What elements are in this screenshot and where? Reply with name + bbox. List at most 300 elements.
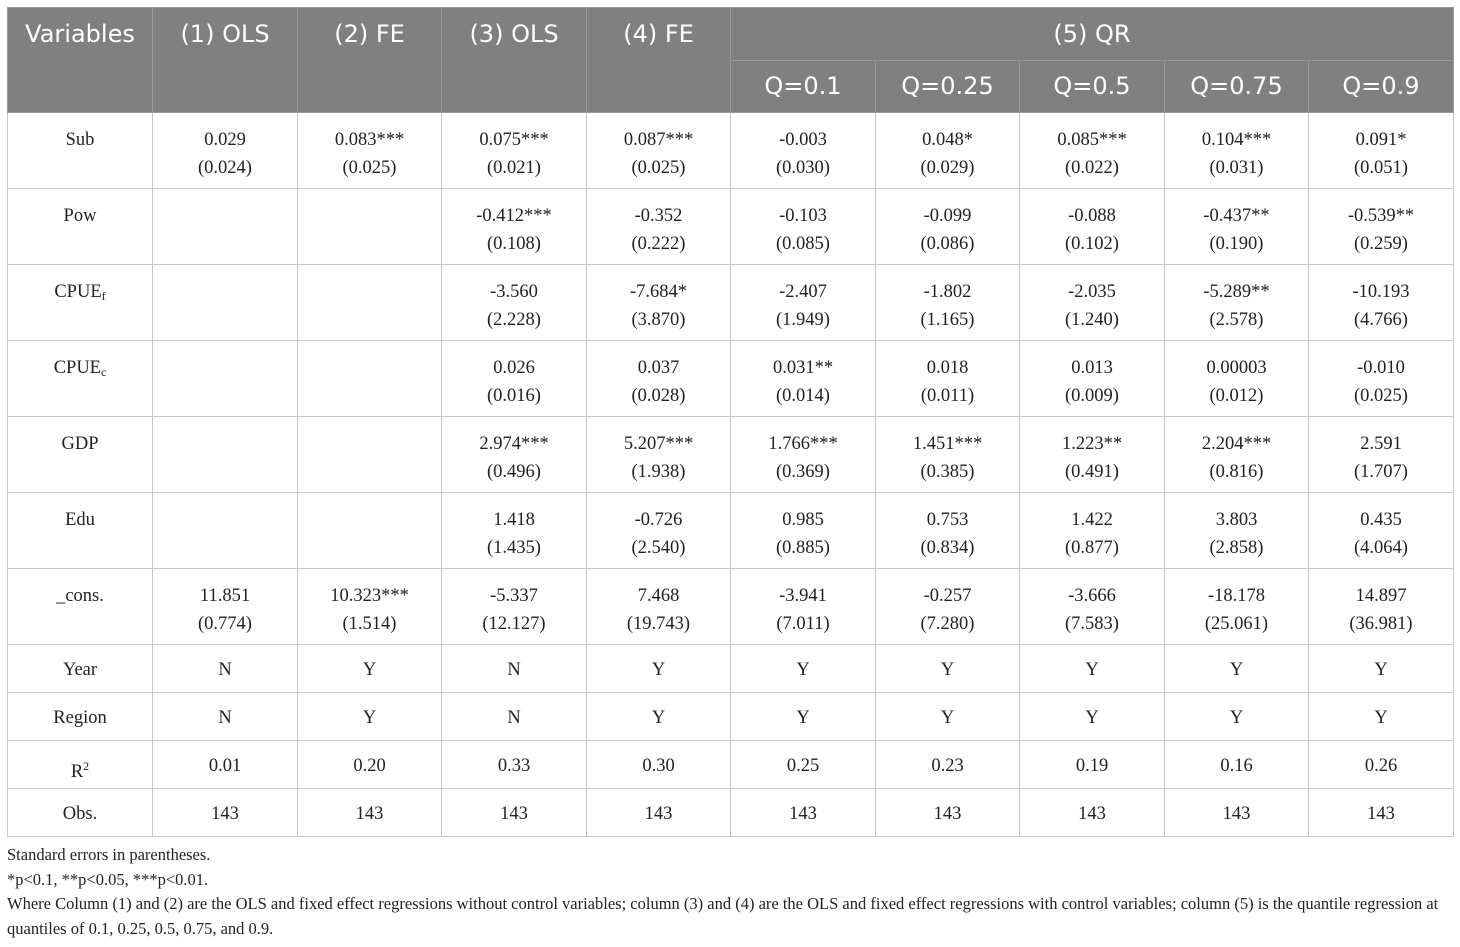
coefficient: 11.851 xyxy=(199,586,251,606)
coefficient-content xyxy=(876,569,1019,638)
coefficient-content xyxy=(1165,265,1308,334)
cell-value: Y xyxy=(1085,708,1099,728)
standard-error: (25.061) xyxy=(1204,614,1269,634)
coefficient: 10.323*** xyxy=(330,586,409,606)
variable-label xyxy=(8,341,152,386)
regression-table xyxy=(7,7,1454,837)
cell-value: 143 xyxy=(355,804,384,824)
variable-cell xyxy=(8,113,153,189)
standard-error: (0.222) xyxy=(631,234,686,254)
cell-value: 0.20 xyxy=(353,756,386,776)
coefficient: -3.941 xyxy=(779,586,827,606)
coefficient-cell xyxy=(1309,341,1454,417)
coefficient: 0.00003 xyxy=(1206,358,1267,378)
variable-label xyxy=(8,189,152,230)
standard-error: (7.011) xyxy=(776,614,830,634)
coefficient-content xyxy=(1165,113,1308,182)
coefficient-content xyxy=(1165,341,1308,410)
cell-value: Y xyxy=(940,708,955,728)
coefficient: 1.422 xyxy=(1071,510,1113,530)
standard-error: (1.707) xyxy=(1354,462,1408,482)
standard-error: (12.127) xyxy=(482,614,546,634)
coefficient-cell xyxy=(442,341,587,417)
variable-cell xyxy=(8,741,153,789)
coefficient: -0.010 xyxy=(1357,358,1405,378)
coefficient-content xyxy=(442,569,586,638)
coefficient-content xyxy=(587,265,730,334)
value-cell xyxy=(442,741,587,789)
value-cell xyxy=(1020,789,1165,837)
header-col4: (4) FE xyxy=(587,8,731,113)
standard-error: (0.108) xyxy=(487,234,541,254)
value-cell xyxy=(876,693,1020,741)
coefficient-cell xyxy=(1309,265,1454,341)
standard-error: (0.014) xyxy=(776,386,830,406)
cell-value: N xyxy=(218,660,232,680)
value-cell xyxy=(153,741,298,789)
note-significance: *p<0.1, **p<0.05, ***p<0.01. xyxy=(7,869,209,889)
standard-error: (2.858) xyxy=(1209,538,1264,558)
coefficient-cell xyxy=(876,493,1020,569)
coefficient: 1.418 xyxy=(493,510,535,530)
variable-label xyxy=(8,645,152,684)
variable-cell xyxy=(8,493,153,569)
coefficient-cell xyxy=(153,113,298,189)
coefficient: 1.766*** xyxy=(768,434,838,454)
coefficient: 0.083*** xyxy=(334,130,405,150)
standard-error: (4.766) xyxy=(1354,310,1408,330)
coefficient: -5.337 xyxy=(490,586,538,606)
cell-value: 143 xyxy=(1078,804,1106,824)
cell-value: Y xyxy=(1374,708,1388,728)
coefficient-content xyxy=(876,493,1019,562)
cell-value: 143 xyxy=(1367,804,1395,824)
variable-name: R xyxy=(70,762,84,782)
coefficient-content xyxy=(1020,417,1164,486)
coefficient: 0.037 xyxy=(637,358,680,378)
coefficient-cell xyxy=(153,417,298,493)
coefficient: 0.031** xyxy=(772,358,834,378)
variable-label xyxy=(8,417,152,458)
coefficient: 2.974*** xyxy=(479,434,549,454)
coefficient-cell xyxy=(876,189,1020,265)
value-cell xyxy=(1020,693,1165,741)
standard-error: (0.385) xyxy=(920,462,975,482)
value-cell xyxy=(587,645,731,693)
coefficient-cell xyxy=(153,341,298,417)
value-cell xyxy=(731,693,876,741)
standard-error: (0.012) xyxy=(1209,386,1264,406)
note-standard-errors: Standard errors in parentheses. xyxy=(7,845,211,864)
cell-value: N xyxy=(507,660,521,680)
cell-value: 143 xyxy=(1222,804,1251,824)
standard-error: (0.051) xyxy=(1354,158,1408,178)
standard-error: (1.240) xyxy=(1065,310,1119,330)
coefficient-cell xyxy=(442,265,587,341)
coefficient-cell xyxy=(1020,493,1165,569)
value-cell xyxy=(876,741,1020,789)
coefficient-content xyxy=(1309,113,1453,182)
value-cell xyxy=(587,693,731,741)
cell-value: Y xyxy=(1374,660,1388,680)
coefficient-cell xyxy=(731,493,876,569)
coefficient-cell xyxy=(442,493,587,569)
coefficient-content xyxy=(153,341,297,354)
coefficient: -18.178 xyxy=(1207,586,1266,606)
coefficient-content xyxy=(298,113,441,182)
coefficient: -0.437** xyxy=(1203,206,1270,226)
standard-error: (1.514) xyxy=(342,614,397,634)
value-cell xyxy=(1309,645,1454,693)
coefficient: -5.289** xyxy=(1203,282,1270,302)
coefficient-content xyxy=(1309,417,1453,486)
variable-cell xyxy=(8,693,153,741)
cell-value: Y xyxy=(362,708,377,728)
standard-error: (0.025) xyxy=(342,158,397,178)
coefficient-cell xyxy=(1020,265,1165,341)
table-row xyxy=(8,789,1454,837)
coefficient: -0.257 xyxy=(923,586,972,606)
coefficient-cell xyxy=(731,189,876,265)
standard-error: (3.870) xyxy=(631,310,686,330)
coefficient-cell xyxy=(1020,569,1165,645)
coefficient-cell xyxy=(1165,569,1309,645)
standard-error: (19.743) xyxy=(626,614,691,634)
coefficient-content xyxy=(587,569,730,638)
coefficient-content xyxy=(1020,189,1164,258)
coefficient-content xyxy=(731,569,875,638)
coefficient-cell xyxy=(298,569,442,645)
coefficient-cell xyxy=(587,189,731,265)
coefficient-content xyxy=(1020,265,1164,334)
coefficient-cell xyxy=(1165,113,1309,189)
variable-name: Pow xyxy=(63,206,97,226)
variable-label xyxy=(8,741,152,786)
coefficient-content xyxy=(298,417,441,430)
header-variables: Variables xyxy=(8,8,153,113)
value-cell xyxy=(298,645,442,693)
coefficient-cell xyxy=(587,265,731,341)
header-quantile: Q=0.75 xyxy=(1165,61,1309,113)
cell-value: N xyxy=(218,708,232,728)
coefficient-cell xyxy=(442,189,587,265)
coefficient: 3.803 xyxy=(1215,510,1258,530)
coefficient-cell xyxy=(298,189,442,265)
coefficient-content xyxy=(442,417,586,486)
coefficient-content xyxy=(587,493,730,562)
cell-value: 0.16 xyxy=(1220,756,1253,776)
coefficient-content xyxy=(876,189,1019,258)
variable-cell xyxy=(8,645,153,693)
coefficient: -3.666 xyxy=(1068,586,1116,606)
coefficient-content xyxy=(1165,417,1308,486)
variable-cell xyxy=(8,789,153,837)
header-quantile: Q=0.5 xyxy=(1020,61,1165,113)
coefficient-cell xyxy=(731,341,876,417)
table-row xyxy=(8,265,1454,341)
cell-value: N xyxy=(507,708,521,728)
coefficient: 0.048* xyxy=(922,130,973,150)
standard-error: (0.369) xyxy=(776,462,830,482)
coefficient-content xyxy=(1309,341,1453,410)
header-col2: (2) FE xyxy=(298,8,442,113)
coefficient: -0.726 xyxy=(634,510,683,530)
variable-superscript: 2 xyxy=(83,759,90,773)
coefficient: -1.802 xyxy=(923,282,972,302)
header-quantile: Q=0.25 xyxy=(876,61,1020,113)
table-row xyxy=(8,113,1454,189)
coefficient: 0.013 xyxy=(1071,358,1113,378)
coefficient: 2.591 xyxy=(1360,434,1402,454)
header-col1: (1) OLS xyxy=(153,8,298,113)
table-body xyxy=(8,113,1454,837)
coefficient-content xyxy=(1020,113,1164,182)
coefficient-cell xyxy=(587,569,731,645)
coefficient-content xyxy=(587,341,730,410)
standard-error: (0.834) xyxy=(920,538,975,558)
note-columns: Where Column (1) and (2) are the OLS and fixed effect regressions without control variables; column (3) and (4) are the OLS and fixed effect regressions with control variables; column (5) is the quantile regression at quantiles of 0.1, 0.25, 0.5, 0.75, and 0.9. xyxy=(7,894,1439,938)
coefficient-cell xyxy=(442,417,587,493)
coefficient-cell xyxy=(153,265,298,341)
coefficient-cell xyxy=(1020,417,1165,493)
cell-value: 143 xyxy=(644,804,673,824)
cell-value: 0.23 xyxy=(931,756,964,776)
coefficient: 0.091* xyxy=(1355,130,1407,150)
coefficient: 0.029 xyxy=(204,130,246,150)
coefficient: -10.193 xyxy=(1352,282,1410,302)
coefficient: -0.099 xyxy=(923,206,972,226)
value-cell xyxy=(1165,789,1309,837)
coefficient-content xyxy=(298,493,441,506)
header-col3: (3) OLS xyxy=(442,8,587,113)
header-quantile: Q=0.1 xyxy=(731,61,876,113)
coefficient-content xyxy=(298,189,441,202)
value-cell xyxy=(587,789,731,837)
coefficient-cell xyxy=(1165,493,1309,569)
coefficient-content xyxy=(731,265,875,334)
coefficient-cell xyxy=(1309,493,1454,569)
coefficient-cell xyxy=(298,417,442,493)
standard-error: (0.085) xyxy=(776,234,830,254)
table-row xyxy=(8,493,1454,569)
coefficient: 0.435 xyxy=(1360,510,1402,530)
variable-name: GDP xyxy=(61,434,99,454)
coefficient: -7.684* xyxy=(629,282,688,302)
coefficient-content xyxy=(1309,265,1453,334)
coefficient-content xyxy=(153,113,297,182)
coefficient-cell xyxy=(153,493,298,569)
standard-error: (1.938) xyxy=(631,462,686,482)
cell-value: 0.01 xyxy=(208,756,242,776)
cell-value: Y xyxy=(651,708,666,728)
coefficient-cell xyxy=(731,569,876,645)
value-cell xyxy=(298,789,442,837)
variable-label xyxy=(8,493,152,534)
standard-error: (1.949) xyxy=(776,310,830,330)
cell-value: Y xyxy=(796,708,810,728)
coefficient-cell xyxy=(153,569,298,645)
variable-name: CPUE xyxy=(53,358,101,378)
coefficient-content xyxy=(587,113,730,182)
standard-error: (0.877) xyxy=(1065,538,1119,558)
coefficient-content xyxy=(153,569,297,638)
coefficient: 1.223** xyxy=(1061,434,1123,454)
table-row xyxy=(8,341,1454,417)
standard-error: (0.029) xyxy=(920,158,975,178)
coefficient-content xyxy=(442,341,586,410)
coefficient-content xyxy=(153,417,297,430)
cell-value: 0.30 xyxy=(642,756,675,776)
value-cell xyxy=(1020,741,1165,789)
coefficient-content xyxy=(731,341,875,410)
standard-error: (0.028) xyxy=(631,386,686,406)
variable-label xyxy=(8,693,152,732)
coefficient-cell xyxy=(1165,341,1309,417)
value-cell xyxy=(876,645,1020,693)
coefficient-cell xyxy=(1020,189,1165,265)
cell-value: 143 xyxy=(500,804,528,824)
coefficient-cell xyxy=(1309,417,1454,493)
table-row xyxy=(8,741,1454,789)
coefficient-content xyxy=(442,265,586,334)
value-cell xyxy=(153,693,298,741)
coefficient-cell xyxy=(876,417,1020,493)
coefficient: 0.087*** xyxy=(623,130,694,150)
coefficient-cell xyxy=(1020,341,1165,417)
standard-error: (0.021) xyxy=(487,158,541,178)
cell-value: 143 xyxy=(933,804,962,824)
coefficient: -0.088 xyxy=(1068,206,1116,226)
coefficient-content xyxy=(587,189,730,258)
coefficient-content xyxy=(731,417,875,486)
cell-value: Y xyxy=(1229,708,1244,728)
value-cell xyxy=(442,645,587,693)
cell-value: 143 xyxy=(211,804,239,824)
coefficient-content xyxy=(1020,341,1164,410)
coefficient: -0.412*** xyxy=(476,206,552,226)
coefficient-cell xyxy=(153,189,298,265)
coefficient-cell xyxy=(1165,189,1309,265)
standard-error: (0.885) xyxy=(776,538,830,558)
value-cell xyxy=(731,645,876,693)
coefficient: -0.539** xyxy=(1347,206,1415,226)
cell-value: 0.25 xyxy=(786,756,820,776)
coefficient-content xyxy=(442,113,586,182)
coefficient: 14.897 xyxy=(1355,586,1407,606)
cell-value: Y xyxy=(651,660,666,680)
coefficient: 0.753 xyxy=(926,510,969,530)
coefficient-cell xyxy=(587,417,731,493)
coefficient-cell xyxy=(876,265,1020,341)
cell-value: Y xyxy=(940,660,955,680)
coefficient: 0.104*** xyxy=(1201,130,1272,150)
coefficient-content xyxy=(587,417,730,486)
coefficient-cell xyxy=(876,569,1020,645)
standard-error: (0.025) xyxy=(1354,386,1408,406)
coefficient: 0.985 xyxy=(782,510,824,530)
standard-error: (0.016) xyxy=(487,386,541,406)
coefficient-content xyxy=(1309,189,1453,258)
coefficient: 0.018 xyxy=(926,358,969,378)
cell-value: 0.19 xyxy=(1075,756,1109,776)
coefficient-cell xyxy=(731,417,876,493)
variable-name: _cons. xyxy=(56,586,104,606)
value-cell xyxy=(153,645,298,693)
variable-name: Obs. xyxy=(62,804,98,824)
coefficient-content xyxy=(1165,493,1308,562)
variable-label xyxy=(8,113,152,154)
coefficient-content xyxy=(442,189,586,258)
value-cell xyxy=(1309,693,1454,741)
value-cell xyxy=(1020,645,1165,693)
table-row xyxy=(8,569,1454,645)
variable-cell xyxy=(8,189,153,265)
coefficient-cell xyxy=(1165,265,1309,341)
coefficient: 0.026 xyxy=(493,358,535,378)
coefficient-cell xyxy=(442,113,587,189)
standard-error: (0.022) xyxy=(1065,158,1119,178)
variable-name: Year xyxy=(62,660,98,680)
coefficient-content xyxy=(1020,493,1164,562)
cell-value: 0.33 xyxy=(497,756,531,776)
standard-error: (1.165) xyxy=(920,310,975,330)
coefficient-content xyxy=(731,113,875,182)
standard-error: (0.491) xyxy=(1065,462,1119,482)
standard-error: (0.259) xyxy=(1354,234,1408,254)
cell-value: 0.26 xyxy=(1364,756,1398,776)
value-cell xyxy=(1165,693,1309,741)
standard-error: (0.030) xyxy=(776,158,830,178)
coefficient-content xyxy=(1309,569,1453,638)
cell-value: Y xyxy=(1229,660,1244,680)
coefficient-content xyxy=(298,341,441,354)
table-row xyxy=(8,693,1454,741)
variable-subscript: c xyxy=(100,365,107,379)
coefficient-cell xyxy=(587,341,731,417)
value-cell xyxy=(153,789,298,837)
coefficient-cell xyxy=(876,341,1020,417)
coefficient-cell xyxy=(1309,113,1454,189)
standard-error: (0.496) xyxy=(487,462,541,482)
variable-label xyxy=(8,569,152,610)
value-cell xyxy=(731,741,876,789)
coefficient-content xyxy=(876,417,1019,486)
variable-name: CPUE xyxy=(54,282,102,302)
coefficient-cell xyxy=(1309,569,1454,645)
coefficient-content xyxy=(153,189,297,202)
coefficient-content xyxy=(876,113,1019,182)
coefficient-cell xyxy=(442,569,587,645)
table-notes xyxy=(7,843,1453,941)
table-row xyxy=(8,417,1454,493)
standard-error: (0.024) xyxy=(198,158,252,178)
table-row xyxy=(8,645,1454,693)
value-cell xyxy=(1165,645,1309,693)
coefficient: -0.103 xyxy=(779,206,827,226)
header-qr: (5) QR xyxy=(731,8,1454,61)
coefficient-content xyxy=(876,341,1019,410)
value-cell xyxy=(587,741,731,789)
value-cell xyxy=(876,789,1020,837)
coefficient-content xyxy=(1165,569,1308,638)
coefficient-cell xyxy=(876,113,1020,189)
coefficient-content xyxy=(1165,189,1308,258)
standard-error: (7.583) xyxy=(1065,614,1119,634)
regression-table-container xyxy=(7,7,1453,837)
coefficient-cell xyxy=(1020,113,1165,189)
coefficient-cell xyxy=(731,113,876,189)
header-quantile: Q=0.9 xyxy=(1309,61,1454,113)
